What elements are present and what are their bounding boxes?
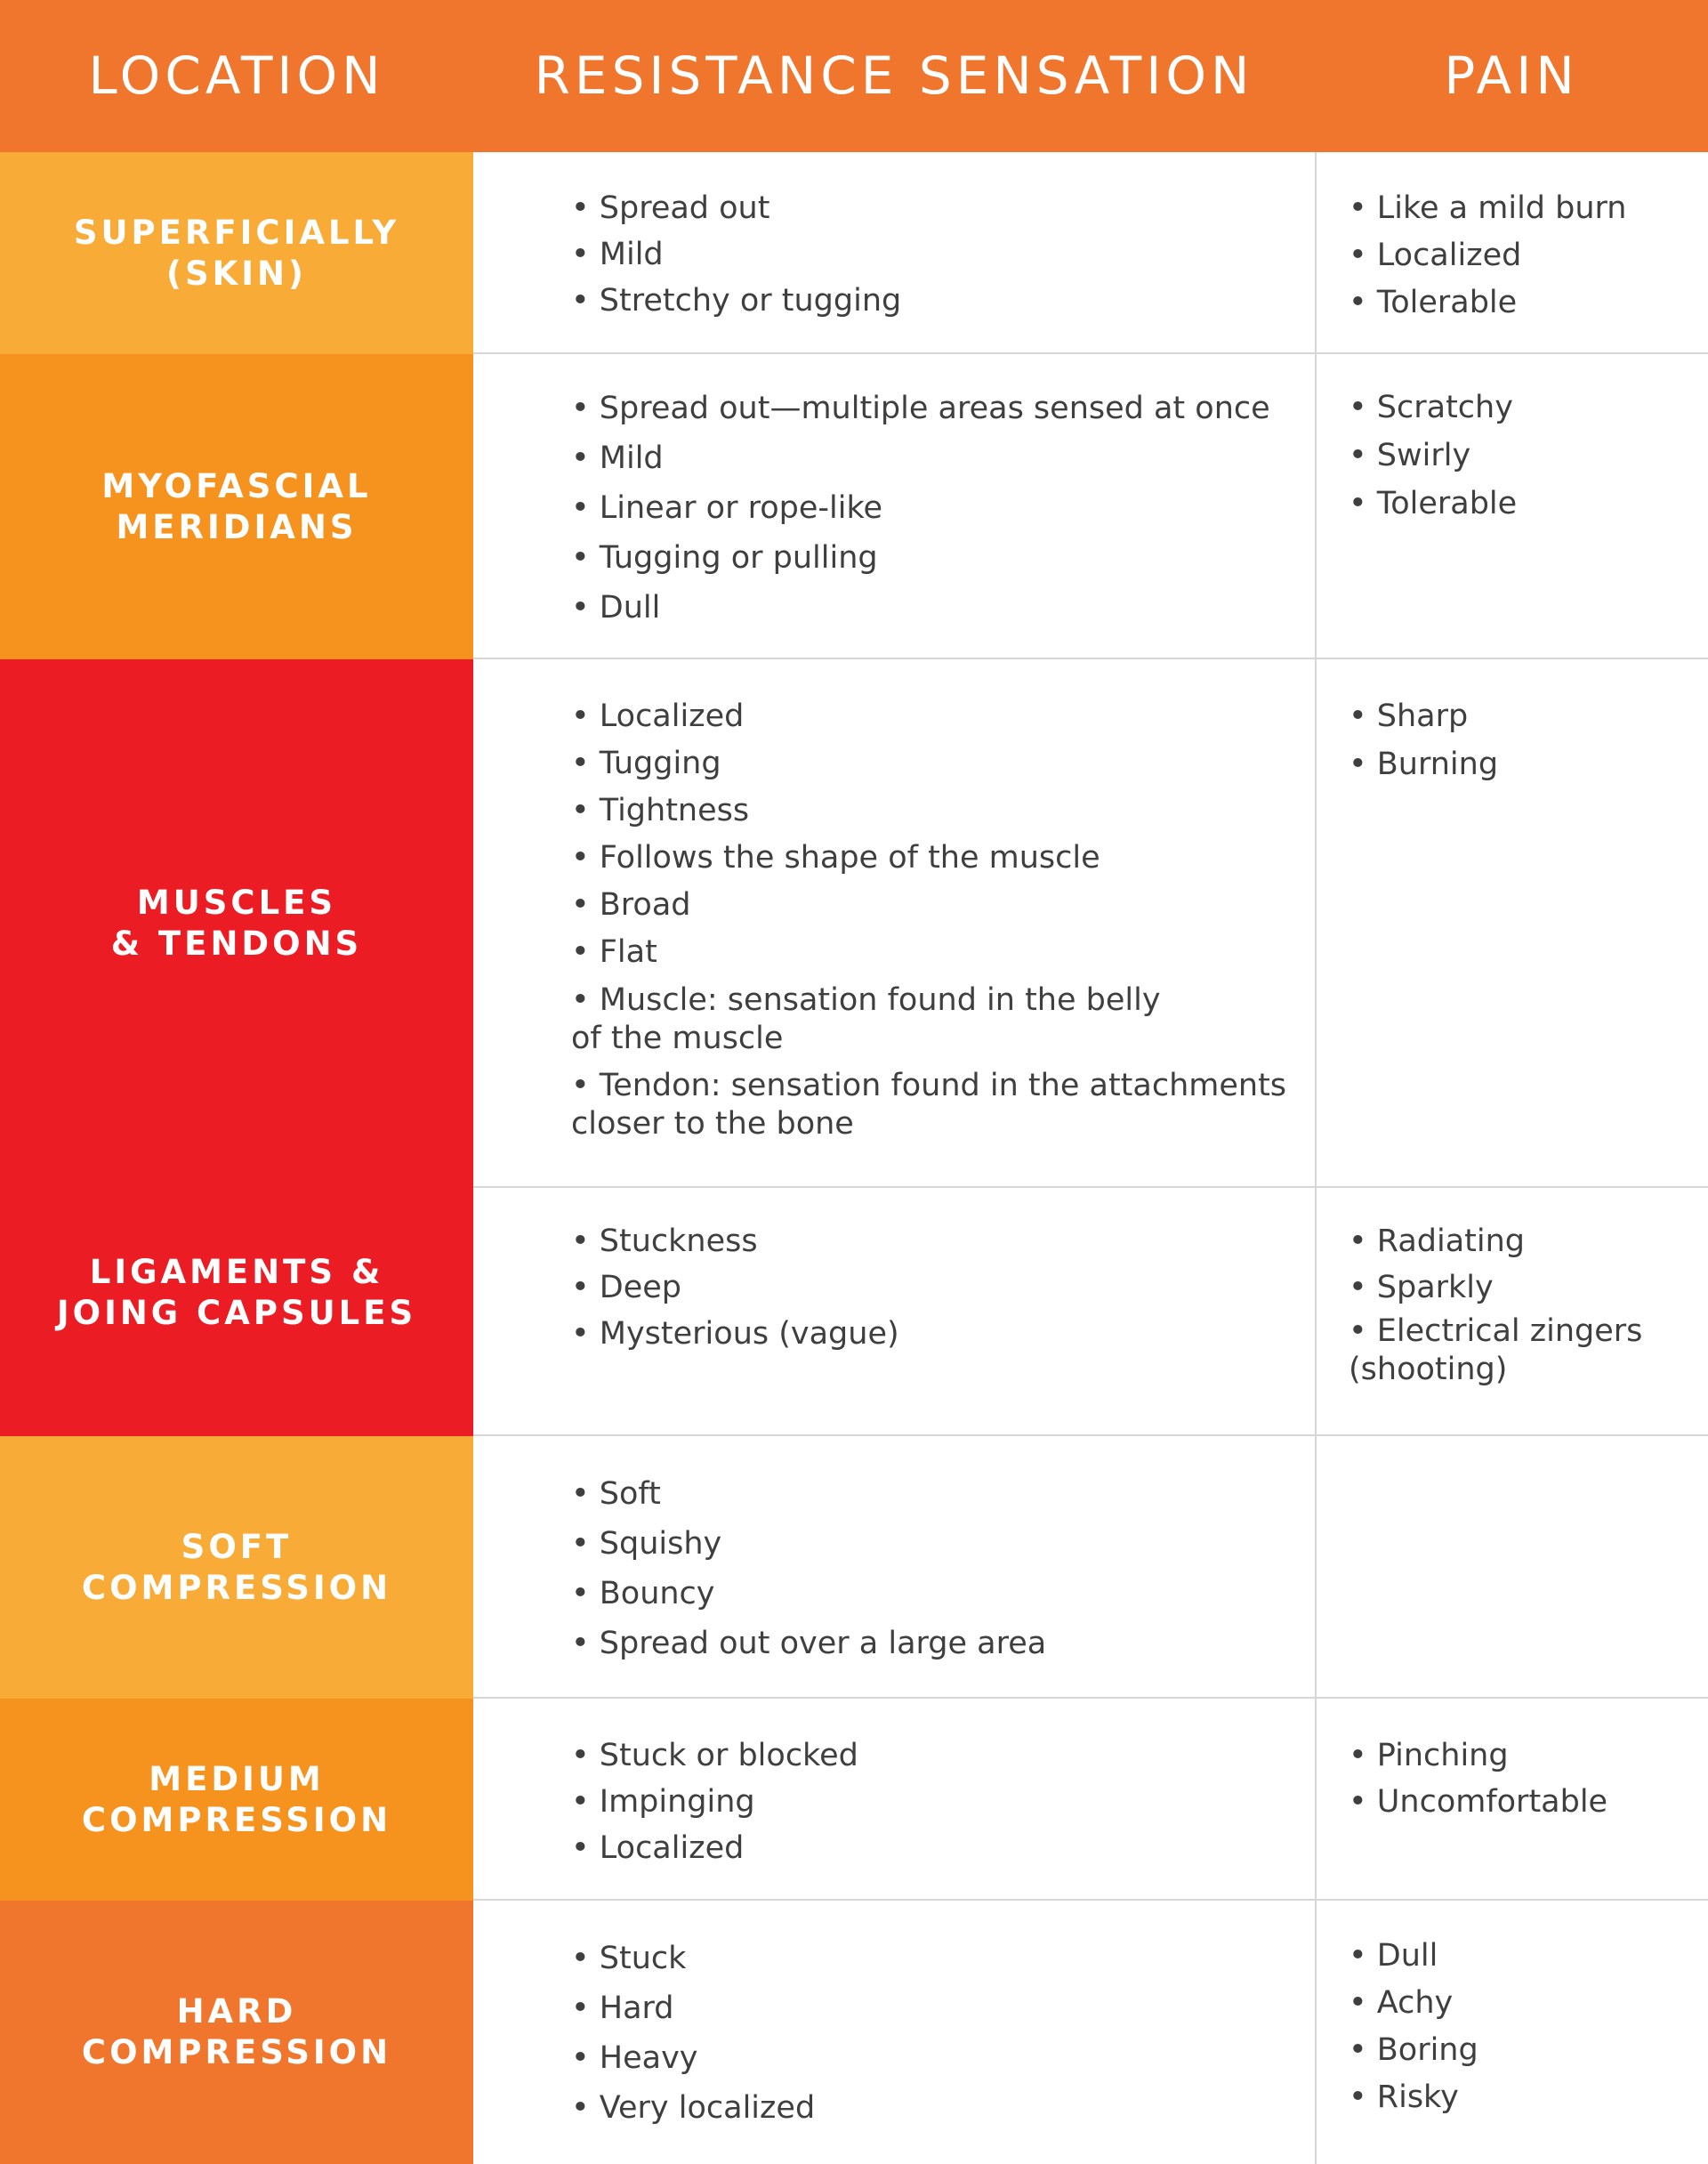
list-item: • Localized [571, 1830, 745, 1866]
pain-cell [1315, 354, 1708, 659]
pain-list [1349, 1732, 1607, 1825]
list-item: • Radiating [1349, 1223, 1526, 1259]
list-item: • Mild [571, 237, 664, 272]
list-item: • Spread out over a large area [571, 1626, 1047, 1661]
pain-list [1349, 692, 1498, 788]
list-item: (shooting) [1349, 1352, 1508, 1387]
list-item: • Heavy [571, 2040, 698, 2076]
list-item: • Impinging [571, 1784, 755, 1820]
list-item: • Sparkly [1349, 1270, 1494, 1305]
table-row-medium-compression [0, 1699, 1708, 1901]
header-resistance-sensation: RESISTANCE SENSATION [534, 45, 1254, 106]
list-item: closer to the bone [571, 1106, 854, 1142]
resistance-cell [473, 1436, 1315, 1699]
pain-list [1349, 384, 1517, 528]
list-item: • Swirly [1349, 438, 1471, 473]
location-line-1: LIGAMENTS & [89, 1252, 384, 1291]
list-item: • Broad [571, 887, 691, 923]
list-item: • Electrical zingers [1349, 1313, 1643, 1349]
list-item: • Spread out [571, 190, 770, 226]
resistance-cell [473, 1188, 1315, 1436]
list-item: • Hard [571, 1990, 674, 2026]
list-item: • Mysterious (vague) [571, 1316, 899, 1352]
list-item: • Spread out—multiple areas sensed at once [571, 391, 1270, 426]
pain-cell [1315, 1699, 1708, 1901]
list-item: • Mild [571, 440, 664, 476]
location-cell [0, 1699, 473, 1901]
location-cell [0, 1188, 473, 1436]
pain-list [1349, 185, 1627, 327]
list-item: • Achy [1349, 1985, 1454, 2021]
location-cell [0, 354, 473, 659]
list-item: • Sharp [1349, 698, 1469, 734]
table-row-muscles-tendons [0, 659, 1708, 1188]
table-row-myofascial [0, 354, 1708, 659]
pain-cell [1315, 1436, 1708, 1699]
location-line-2: JOING CAPSULES [56, 1293, 417, 1332]
list-item: • Bouncy [571, 1576, 715, 1611]
location-line-2: & TENDONS [110, 925, 363, 963]
list-item: • Linear or rope-like [571, 490, 883, 526]
resistance-cell [473, 659, 1315, 1188]
resistance-cell [473, 1699, 1315, 1901]
list-item: • Flat [571, 934, 657, 970]
list-item: • Deep [571, 1270, 682, 1305]
resistance-list [571, 185, 901, 324]
list-item: • Risky [1349, 2079, 1459, 2115]
list-item: • Stuck or blocked [571, 1738, 858, 1773]
table-row-ligaments [0, 1188, 1708, 1436]
list-item: • Tugging or pulling [571, 540, 878, 576]
list-item: • Soft [571, 1476, 661, 1512]
list-item: • Stuck [571, 1941, 687, 1976]
list-item: • Stretchy or tugging [571, 283, 902, 319]
resistance-list [571, 1469, 1046, 1668]
pain-list [1349, 1933, 1478, 2121]
list-item: • Tightness [571, 793, 750, 828]
resistance-cell [473, 354, 1315, 659]
list-item: • Follows the shape of the muscle [571, 840, 1100, 876]
list-item: • Stuckness [571, 1223, 758, 1259]
list-item: • Boring [1349, 2032, 1478, 2068]
resistance-cell [473, 1901, 1315, 2164]
pain-cell [1315, 659, 1708, 1188]
location-line-1: MEDIUM [149, 1759, 325, 1798]
pain-cell [1315, 1901, 1708, 2164]
pain-list [1349, 1218, 1642, 1389]
list-item: • Localized [1349, 238, 1522, 273]
location-line-2: (SKIN) [166, 254, 307, 293]
list-item: • Pinching [1349, 1738, 1509, 1773]
list-item: • Like a mild burn [1349, 190, 1627, 226]
list-item: • Tendon: sensation found in the attachments [571, 1068, 1287, 1103]
header-location: LOCATION [88, 45, 385, 106]
list-item: • Dull [1349, 1938, 1438, 1974]
list-item: • Squishy [571, 1526, 722, 1562]
location-cell [0, 1901, 473, 2164]
list-item: • Tolerable [1349, 486, 1518, 521]
pain-cell [1315, 1188, 1708, 1436]
table-row-hard-compression [0, 1901, 1708, 2164]
table-header [0, 0, 1708, 152]
location-cell [0, 659, 473, 1188]
location-line-2: COMPRESSION [81, 2033, 392, 2071]
list-item: • Tolerable [1349, 285, 1518, 320]
location-line-2: MERIDIANS [116, 507, 358, 546]
table-row-soft-compression [0, 1436, 1708, 1699]
location-line-1: MUSCLES [136, 884, 337, 922]
resistance-list [571, 1934, 815, 2133]
location-line-1: MYOFASCIAL [101, 466, 372, 505]
list-item: • Localized [571, 698, 745, 734]
resistance-list [571, 693, 1286, 1143]
resistance-list [571, 1732, 858, 1871]
location-line-1: SUPERFICIALLY [73, 213, 400, 252]
resistance-list [571, 384, 1270, 633]
list-item: of the muscle [571, 1021, 784, 1056]
location-cell [0, 1436, 473, 1699]
pain-cell [1315, 152, 1708, 354]
location-line-1: SOFT [181, 1527, 293, 1566]
list-item: • Very localized [571, 2090, 816, 2126]
location-line-1: HARD [176, 1992, 297, 2031]
location-line-2: COMPRESSION [81, 1800, 392, 1839]
list-item: • Burning [1349, 747, 1499, 782]
list-item: • Tugging [571, 746, 721, 781]
location-line-2: COMPRESSION [81, 1568, 392, 1607]
list-item: • Muscle: sensation found in the belly [571, 982, 1161, 1018]
table-row-superficially [0, 152, 1708, 354]
location-cell [0, 152, 473, 354]
resistance-cell [473, 152, 1315, 354]
resistance-list [571, 1218, 899, 1357]
list-item: • Dull [571, 590, 661, 626]
header-pain: PAIN [1444, 45, 1579, 106]
list-item: • Scratchy [1349, 390, 1513, 425]
list-item: • Uncomfortable [1349, 1784, 1608, 1820]
